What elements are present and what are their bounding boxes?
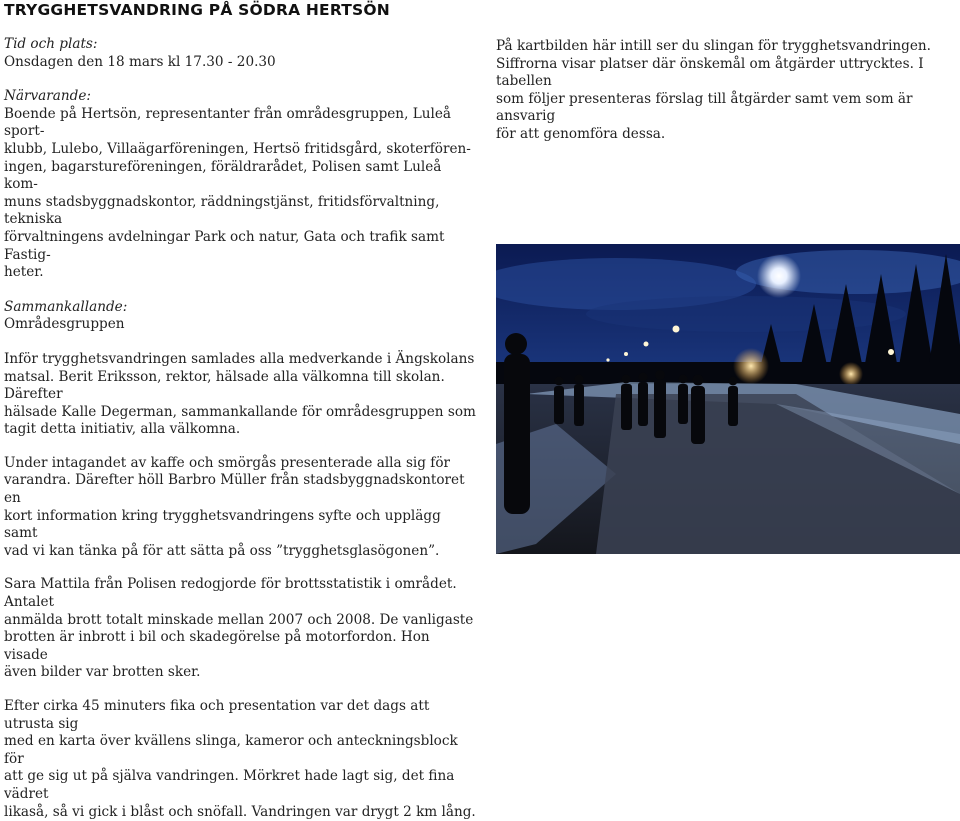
paragraph-line: matsal. Berit Eriksson, rektor, hälsade alla välkomna till skolan. Därefter bbox=[4, 368, 445, 403]
paragraph-line: vad vi kan tänka på för att sätta på oss ”trygghetsglasögonen”. bbox=[4, 542, 440, 559]
paragraph-line: hälsade Kalle Degerman, sammankallande för områdesgruppen som bbox=[4, 403, 476, 420]
attendees-line: muns stadsbyggnadskontor, räddningstjänst, fritidsförvaltning, tekniska bbox=[4, 193, 440, 228]
paragraph-line: Efter cirka 45 minuters fika och presentation var det dags att utrusta sig bbox=[4, 698, 430, 732]
time-place-value: Onsdagen den 18 mars kl 17.30 - 20.30 bbox=[4, 53, 276, 70]
time-place-label: Tid och plats: bbox=[4, 36, 98, 52]
paragraph-line: med en karta över kvällens slinga, kameror och anteckningsblock för bbox=[4, 733, 458, 767]
map-note-line: för att genomföra dessa. bbox=[496, 125, 666, 142]
attendees-line: ingen, bagarstureföreningen, föräldrarådet, Polisen samt Luleå kom- bbox=[4, 158, 442, 193]
paragraph-line: att ge sig ut på själva vandringen. Mörkret hade lagt sig, det fina vädret bbox=[4, 768, 455, 802]
page-title: TRYGGHETSVANDRING PÅ SÖDRA HERTSÖN bbox=[4, 1, 390, 19]
paragraph-line: likaså, så vi gick i blåst och snöfall. Vandringen var drygt 2 km lång. bbox=[4, 803, 476, 820]
attendees-line: förvaltningens avdelningar Park och natur, Gata och trafik samt Fastig- bbox=[4, 228, 445, 263]
attendees-line: Boende på Hertsön, representanter från områdesgruppen, Luleå sport- bbox=[4, 105, 451, 140]
map-note bbox=[496, 38, 952, 144]
paragraph-line: anmälda brott totalt minskade mellan 2007 och 2008. De vanligaste bbox=[4, 611, 474, 628]
attendees-line: heter. bbox=[4, 264, 44, 281]
map-note-line: Siffrorna visar platser där önskemål om åtgärder uttrycktes. I tabellen bbox=[496, 55, 924, 90]
paragraph-line: kort information kring trygghetsvandringens syfte och upplägg samt bbox=[4, 507, 441, 542]
convener-label: Sammankallande: bbox=[4, 298, 128, 315]
walk-photo bbox=[496, 244, 960, 554]
paragraph-line: varandra. Därefter höll Barbro Müller från stadsbyggnadskontoret en bbox=[4, 472, 465, 507]
paragraph-line: tagit detta initiativ, alla välkomna. bbox=[4, 421, 241, 438]
paragraph-line: brotten är inbrott i bil och skadegörelse på motorfordon. Hon visade bbox=[4, 629, 430, 663]
paragraph-line: Under intagandet av kaffe och smörgås presenterade alla sig för bbox=[4, 454, 451, 471]
attendees-label: Närvarande: bbox=[4, 88, 91, 105]
report-body bbox=[4, 36, 476, 821]
lamp-glow-icon bbox=[757, 254, 801, 298]
map-note-line: På kartbilden här intill ser du slingan för trygghetsvandringen. bbox=[496, 38, 931, 54]
map-note-line: som följer presenteras förslag till åtgärder samt vem som är ansvarig bbox=[496, 90, 913, 125]
convener-value: Områdesgruppen bbox=[4, 316, 125, 333]
paragraph-line: även bilder var brotten sker. bbox=[4, 664, 201, 681]
paragraph-line: Sara Mattila från Polisen redogjorde för brottsstatistik i området. Antalet bbox=[4, 576, 457, 611]
paragraph-line: Inför trygghetsvandringen samlades alla medverkande i Ängskolans bbox=[4, 350, 475, 367]
attendees-line: klubb, Lulebo, Villaägarföreningen, Hertsö fritidsgård, skoterfören- bbox=[4, 140, 471, 157]
night-walk-illustration bbox=[496, 244, 960, 554]
